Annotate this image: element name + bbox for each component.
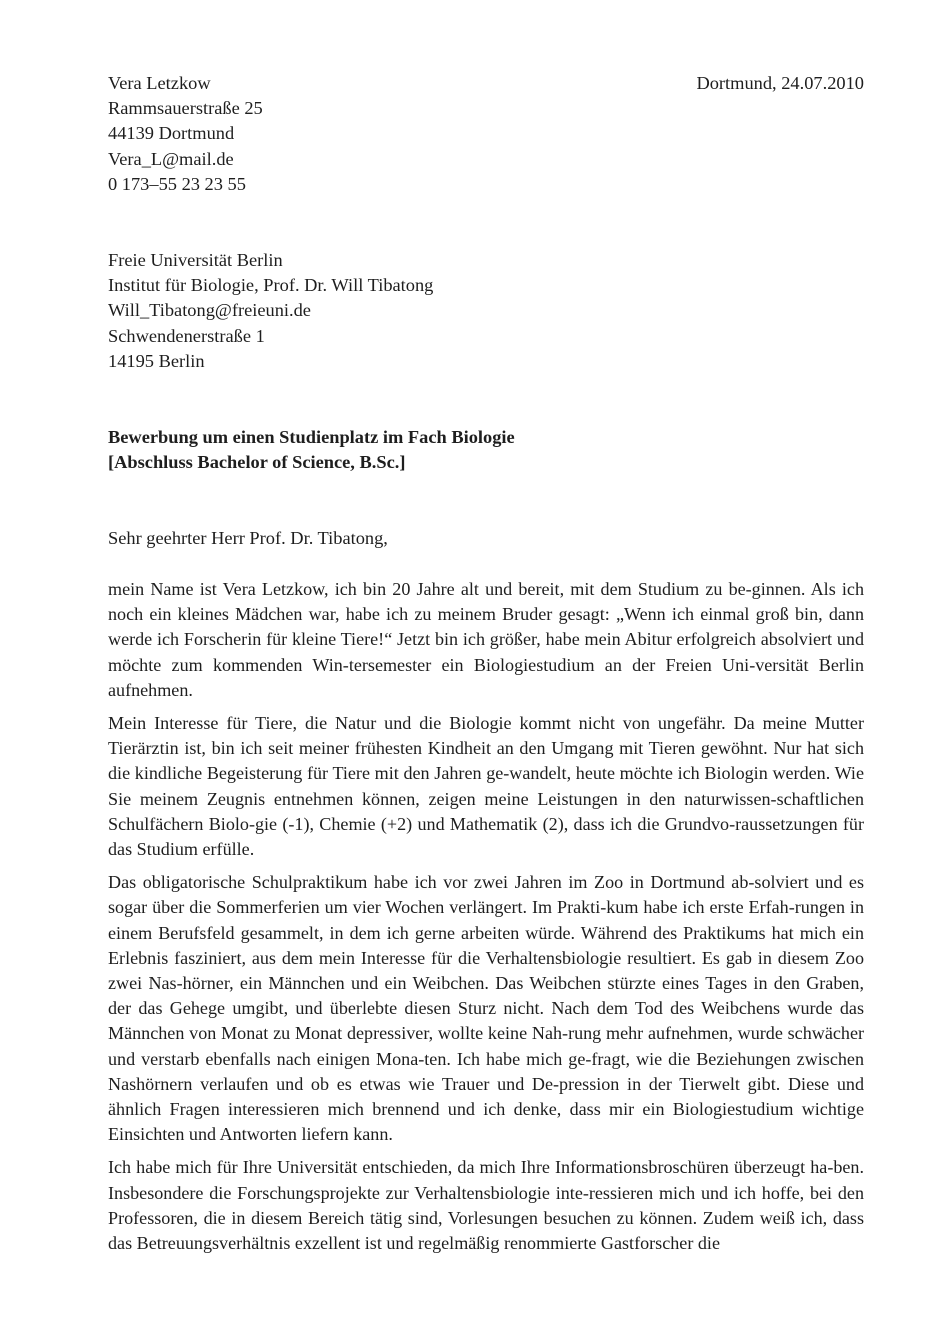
subject-line: [108, 425, 515, 475]
sender-phone: 0 173–55 23 23 55: [108, 173, 246, 194]
salutation: Sehr geehrter Herr Prof. Dr. Tibatong,: [108, 528, 388, 548]
body-paragraph-1: mein Name ist Vera Letzkow, ich bin 20 Jahre alt und bereit, mit dem Studium zu be-ginnen. Als ich noch ein kleines Mädchen war, habe ich zu meinem Bruder gesagt: „Wenn ich einmal groß bin, dann werde ich Forscherin für kleine Tiere!“ Jetzt bin ich größer, habe mein Abitur erfolgreich absolviert und möchte zum kommenden Win-tersemester ein Biologiestudium an der Freien Uni-versität Berlin aufnehmen.: [108, 579, 864, 700]
body-paragraph-3: Das obligatorische Schulpraktikum habe ich vor zwei Jahren im Zoo in Dortmund ab-solviert und es sogar über die Sommerferien um vier Wochen verlängert. Im Prakti-kum habe ich erste Erfah-rungen in einem Berufsfeld gesammelt, in dem ich gerne arbeiten würde. Während des Praktikums hat mich ein Erlebnis fasziniert, aus dem mein Interesse für die Verhaltensbiologie resultiert. Es gab in diesem Zoo zwei Nas-hörner, ein Männchen und ein Weibchen. Das Weibchen stürzte eines Tages in den Graben, der das Gehege umgibt, und überlebte diesen Sturz nicht. Nach dem Tod des Weibchens wurde das Männchen von Monat zu Monat depressiver, wollte keine Nah-rung mehr aufnehmen, wurde schwächer und verstarb ebenfalls nach einigen Mona-ten. Ich habe mich ge-fragt, wie die Beziehungen zwischen Nashörnern verlaufen und ob es etwas wie Trauer und De-pression in der Tierwelt gibt. Diese und ähnlich Fragen interessieren mich brennend und ich denke, dass mir ein Biologiestudium wichtige Einsichten und Antworten liefern kann.: [108, 872, 864, 1145]
sender-street: Rammsauerstraße 25: [108, 98, 263, 119]
sender-city: 44139 Dortmund: [108, 123, 235, 144]
subject-line-1: Bewerbung um einen Studienplatz im Fach Biologie: [108, 427, 515, 447]
letter-body: [108, 577, 864, 1264]
subject-line-2: [Abschluss Bachelor of Science, B.Sc.]: [108, 452, 406, 473]
recipient-street: Schwendenerstraße 1: [108, 325, 265, 346]
recipient-department: Institut für Biologie, Prof. Dr. Will Tibatong: [108, 275, 434, 296]
letter-date: Dortmund, 24.07.2010: [696, 73, 864, 93]
sender-email: Vera_L@mail.de: [108, 148, 234, 169]
sender-address-block: [108, 71, 263, 197]
sender-name: Vera Letzkow: [108, 73, 211, 93]
body-paragraph-4: Ich habe mich für Ihre Universität entschieden, da mich Ihre Informationsbroschüren überzeugt ha-ben. Insbesondere die Forschungsprojekte zur Verhaltensbiologie inte-ressieren mich und ich hoffe, bei den Professoren, die in diesem Bereich tätig sind, Vorlesungen besuchen zu können. Zudem weiß ich, dass das Betreuungsverhältnis exzellent ist und regelmäßig renommierte Gastforscher die: [108, 1157, 864, 1254]
recipient-city: 14195 Berlin: [108, 350, 205, 371]
recipient-email: Will_Tibatong@freieuni.de: [108, 300, 311, 321]
recipient-address-block: [108, 248, 433, 374]
body-paragraph-2: Mein Interesse für Tiere, die Natur und die Biologie kommt nicht von ungefähr. Da meine Mutter Tierärztin ist, bin ich seit meiner frühesten Kindheit an den Umgang mit Tieren gewöhnt. Nur hat sich die kindliche Begeisterung für Tiere mit den Jahren ge-wandelt, heute möchte ich Biologin werden. Wie Sie meinem Zeugnis entnehmen können, zeigen meine Leistungen in den naturwissen-schaftlichen Schulfächern Biolo-gie (-1), Chemie (+2) und Mathematik (2), dass ich die Grundvo-raussetzungen für das Studium erfülle.: [108, 713, 864, 860]
recipient-institution: Freie Universität Berlin: [108, 250, 283, 270]
